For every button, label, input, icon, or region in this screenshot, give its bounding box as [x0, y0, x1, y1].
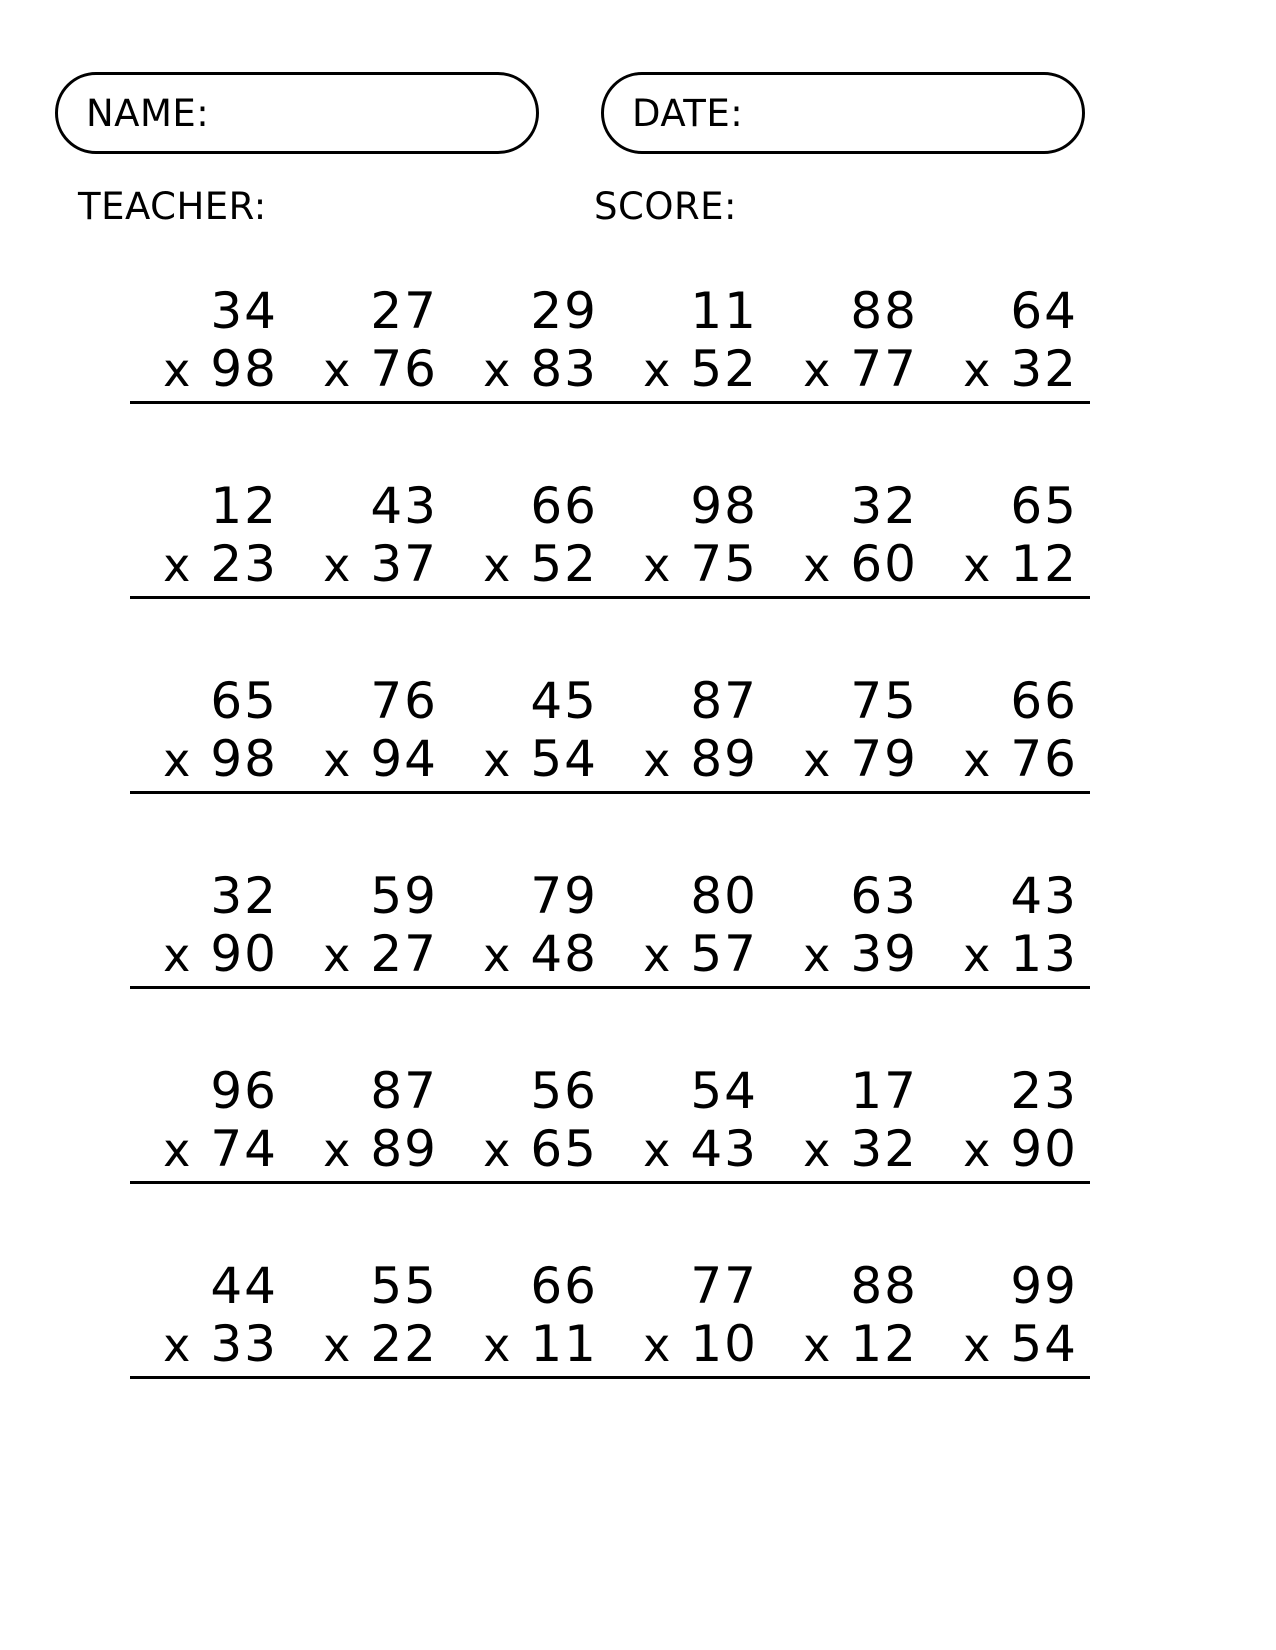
- multiplier: 52: [530, 535, 598, 593]
- operator-symbol: x: [163, 1123, 193, 1177]
- operator-symbol: x: [963, 538, 993, 592]
- problem-cell: [450, 1062, 610, 1257]
- multiplier: 54: [530, 730, 598, 788]
- multiplier: 74: [210, 1120, 278, 1178]
- problem-cell: [290, 672, 450, 867]
- problem-cell: [290, 282, 450, 477]
- operator-symbol: x: [323, 538, 353, 592]
- name-field[interactable]: [55, 72, 539, 154]
- operator-symbol: x: [483, 538, 513, 592]
- operator-symbol: x: [803, 1123, 833, 1177]
- operator-symbol: x: [803, 1318, 833, 1372]
- problem-cell: [930, 1257, 1090, 1452]
- multiplier: 75: [690, 535, 758, 593]
- multiplier: 76: [1010, 730, 1078, 788]
- multiplicand: 66: [1010, 672, 1078, 730]
- multiplier: 13: [1010, 925, 1078, 983]
- multiplier: 23: [210, 535, 278, 593]
- operator-symbol: x: [963, 733, 993, 787]
- multiplicand: 32: [210, 867, 278, 925]
- operator-symbol: x: [483, 343, 513, 397]
- multiplier-row: [290, 925, 450, 989]
- multiplicand: 80: [690, 867, 758, 925]
- multiplicand: 56: [530, 1062, 598, 1120]
- multiplier: 98: [210, 730, 278, 788]
- problem-cell: [930, 282, 1090, 477]
- operator-symbol: x: [963, 343, 993, 397]
- multiplier: 11: [530, 1315, 598, 1373]
- problem-cell: [610, 282, 770, 477]
- multiplier-row: [930, 340, 1090, 404]
- problem-cell: [770, 672, 930, 867]
- multiplicand: 79: [530, 867, 598, 925]
- multiplicand: 66: [530, 1257, 598, 1315]
- multiplier-row: [770, 340, 930, 404]
- problem-cell: [450, 1257, 610, 1452]
- multiplier: 33: [210, 1315, 278, 1373]
- multiplicand: 12: [210, 477, 278, 535]
- problem-cell: [450, 672, 610, 867]
- multiplier: 48: [530, 925, 598, 983]
- multiplicand: 43: [1010, 867, 1078, 925]
- problem-cell: [930, 477, 1090, 672]
- multiplier-row: [610, 925, 770, 989]
- multiplicand: 11: [690, 282, 758, 340]
- operator-symbol: x: [483, 1123, 513, 1177]
- problem-cell: [290, 1257, 450, 1452]
- multiplier-row: [290, 1120, 450, 1184]
- multiplicand: 87: [370, 1062, 438, 1120]
- operator-symbol: x: [323, 1318, 353, 1372]
- multiplier-row: [610, 340, 770, 404]
- multiplier: 27: [370, 925, 438, 983]
- multiplier: 77: [850, 340, 918, 398]
- multiplier-row: [130, 1315, 290, 1379]
- problem-cell: [610, 477, 770, 672]
- multiplier-row: [130, 730, 290, 794]
- multiplier: 22: [370, 1315, 438, 1373]
- multiplicand: 98: [690, 477, 758, 535]
- teacher-label: TEACHER:: [78, 185, 267, 228]
- multiplicand: 66: [530, 477, 598, 535]
- multiplicand: 43: [370, 477, 438, 535]
- problem-grid: [130, 282, 1090, 1452]
- multiplier: 57: [690, 925, 758, 983]
- operator-symbol: x: [963, 1123, 993, 1177]
- multiplier: 12: [850, 1315, 918, 1373]
- multiplier-row: [290, 340, 450, 404]
- problem-cell: [930, 1062, 1090, 1257]
- operator-symbol: x: [803, 733, 833, 787]
- operator-symbol: x: [643, 343, 673, 397]
- multiplier-row: [610, 1120, 770, 1184]
- multiplicand: 63: [850, 867, 918, 925]
- multiplicand: 77: [690, 1257, 758, 1315]
- operator-symbol: x: [323, 343, 353, 397]
- multiplier-row: [450, 730, 610, 794]
- problem-cell: [450, 477, 610, 672]
- operator-symbol: x: [483, 1318, 513, 1372]
- multiplicand: 76: [370, 672, 438, 730]
- worksheet-header-fields: [55, 72, 1085, 154]
- problem-cell: [450, 867, 610, 1062]
- problem-cell: [290, 1062, 450, 1257]
- problem-cell: [610, 672, 770, 867]
- multiplicand: 99: [1010, 1257, 1078, 1315]
- problem-cell: [930, 867, 1090, 1062]
- multiplier: 10: [690, 1315, 758, 1373]
- date-label: DATE:: [632, 91, 744, 135]
- multiplier-row: [930, 1120, 1090, 1184]
- problem-row: [130, 282, 1090, 477]
- operator-symbol: x: [163, 733, 193, 787]
- operator-symbol: x: [323, 928, 353, 982]
- multiplicand: 54: [690, 1062, 758, 1120]
- multiplier-row: [450, 535, 610, 599]
- multiplier-row: [770, 730, 930, 794]
- multiplicand: 23: [1010, 1062, 1078, 1120]
- multiplier-row: [770, 1315, 930, 1379]
- operator-symbol: x: [803, 343, 833, 397]
- problem-cell: [130, 867, 290, 1062]
- multiplier-row: [450, 925, 610, 989]
- operator-symbol: x: [643, 733, 673, 787]
- multiplier-row: [450, 1315, 610, 1379]
- multiplicand: 59: [370, 867, 438, 925]
- multiplier-row: [130, 340, 290, 404]
- problem-cell: [130, 282, 290, 477]
- multiplicand: 17: [850, 1062, 918, 1120]
- multiplier-row: [610, 1315, 770, 1379]
- problem-cell: [770, 1062, 930, 1257]
- multiplicand: 96: [210, 1062, 278, 1120]
- operator-symbol: x: [483, 928, 513, 982]
- operator-symbol: x: [643, 928, 673, 982]
- multiplier: 37: [370, 535, 438, 593]
- problem-cell: [130, 672, 290, 867]
- multiplicand: 88: [850, 282, 918, 340]
- multiplier-row: [930, 1315, 1090, 1379]
- operator-symbol: x: [803, 538, 833, 592]
- multiplier-row: [930, 730, 1090, 794]
- multiplier: 90: [210, 925, 278, 983]
- multiplier: 39: [850, 925, 918, 983]
- multiplier-row: [770, 1120, 930, 1184]
- multiplier-row: [290, 1315, 450, 1379]
- operator-symbol: x: [643, 1123, 673, 1177]
- problem-cell: [450, 282, 610, 477]
- multiplier: 43: [690, 1120, 758, 1178]
- problem-cell: [610, 1257, 770, 1452]
- operator-symbol: x: [323, 733, 353, 787]
- multiplier-row: [770, 925, 930, 989]
- worksheet-header-labels: [78, 185, 1098, 228]
- problem-cell: [290, 867, 450, 1062]
- multiplier-row: [930, 925, 1090, 989]
- operator-symbol: x: [643, 1318, 673, 1372]
- operator-symbol: x: [323, 1123, 353, 1177]
- problem-cell: [130, 1257, 290, 1452]
- multiplier: 90: [1010, 1120, 1078, 1178]
- multiplicand: 27: [370, 282, 438, 340]
- multiplicand: 44: [210, 1257, 278, 1315]
- problem-row: [130, 672, 1090, 867]
- problem-row: [130, 477, 1090, 672]
- operator-symbol: x: [963, 928, 993, 982]
- multiplicand: 34: [210, 282, 278, 340]
- problem-cell: [130, 1062, 290, 1257]
- multiplier: 60: [850, 535, 918, 593]
- multiplier-row: [930, 535, 1090, 599]
- operator-symbol: x: [163, 1318, 193, 1372]
- multiplicand: 65: [210, 672, 278, 730]
- multiplier-row: [770, 535, 930, 599]
- multiplicand: 55: [370, 1257, 438, 1315]
- multiplicand: 75: [850, 672, 918, 730]
- operator-symbol: x: [163, 538, 193, 592]
- problem-row: [130, 1062, 1090, 1257]
- name-label: NAME:: [86, 91, 210, 135]
- multiplier: 79: [850, 730, 918, 788]
- problem-cell: [610, 867, 770, 1062]
- problem-row: [130, 1257, 1090, 1452]
- multiplier: 98: [210, 340, 278, 398]
- problem-cell: [290, 477, 450, 672]
- multiplier: 54: [1010, 1315, 1078, 1373]
- multiplier-row: [290, 730, 450, 794]
- problem-cell: [770, 477, 930, 672]
- multiplier: 83: [530, 340, 598, 398]
- multiplier-row: [450, 1120, 610, 1184]
- score-label: SCORE:: [594, 185, 737, 228]
- multiplier-row: [130, 925, 290, 989]
- problem-cell: [770, 1257, 930, 1452]
- problem-row: [130, 867, 1090, 1062]
- operator-symbol: x: [963, 1318, 993, 1372]
- operator-symbol: x: [163, 928, 193, 982]
- multiplier-row: [130, 1120, 290, 1184]
- multiplicand: 32: [850, 477, 918, 535]
- problem-cell: [770, 282, 930, 477]
- multiplicand: 29: [530, 282, 598, 340]
- multiplicand: 87: [690, 672, 758, 730]
- operator-symbol: x: [643, 538, 673, 592]
- multiplier: 32: [850, 1120, 918, 1178]
- multiplicand: 45: [530, 672, 598, 730]
- multiplier: 52: [690, 340, 758, 398]
- multiplier-row: [290, 535, 450, 599]
- problem-cell: [930, 672, 1090, 867]
- multiplier-row: [610, 535, 770, 599]
- multiplier: 76: [370, 340, 438, 398]
- problem-cell: [610, 1062, 770, 1257]
- multiplier: 12: [1010, 535, 1078, 593]
- operator-symbol: x: [483, 733, 513, 787]
- multiplier: 32: [1010, 340, 1078, 398]
- operator-symbol: x: [803, 928, 833, 982]
- multiplicand: 64: [1010, 282, 1078, 340]
- multiplier-row: [450, 340, 610, 404]
- multiplier: 89: [370, 1120, 438, 1178]
- multiplier-row: [130, 535, 290, 599]
- multiplier: 94: [370, 730, 438, 788]
- operator-symbol: x: [163, 343, 193, 397]
- multiplier: 65: [530, 1120, 598, 1178]
- multiplier-row: [610, 730, 770, 794]
- multiplicand: 65: [1010, 477, 1078, 535]
- date-field[interactable]: [601, 72, 1085, 154]
- problem-cell: [770, 867, 930, 1062]
- problem-cell: [130, 477, 290, 672]
- multiplier: 89: [690, 730, 758, 788]
- multiplicand: 88: [850, 1257, 918, 1315]
